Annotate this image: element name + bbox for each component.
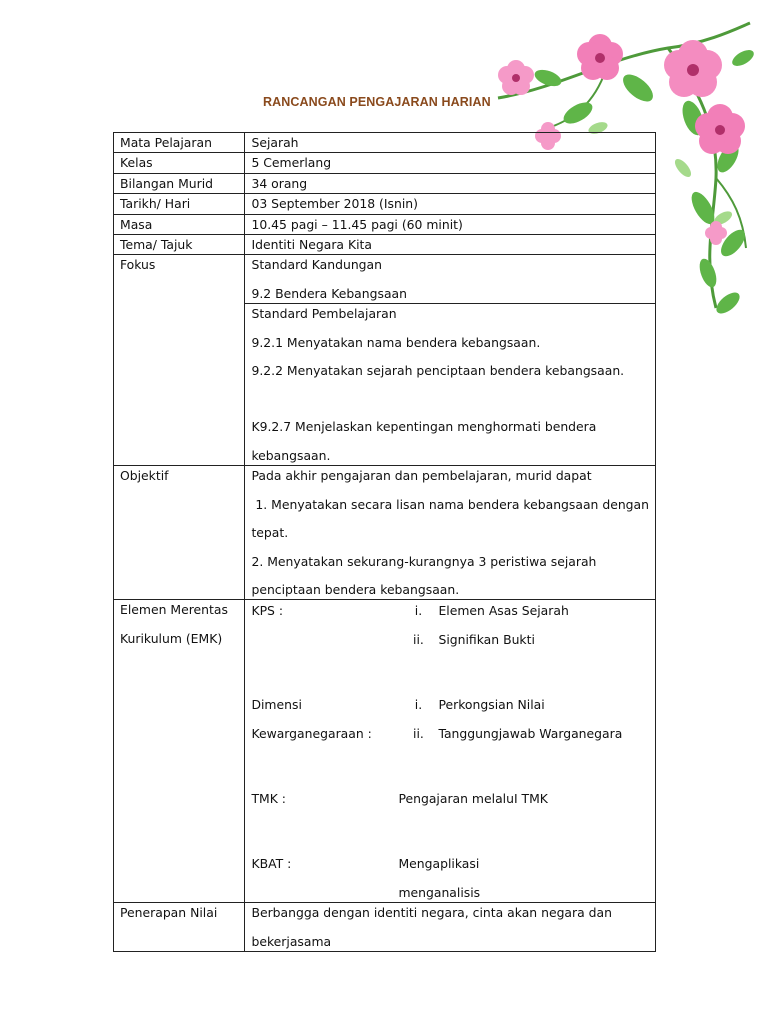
content-standard-heading: Standard Kandungan xyxy=(251,257,382,273)
learning-standard-item: 9.2.1 Menyatakan nama bendera kebangsaan. xyxy=(251,334,541,350)
kps-item: Signifikan Bukti xyxy=(438,631,535,647)
emk-label-cell xyxy=(114,600,245,903)
row-value: 5 Cemerlang xyxy=(245,153,656,173)
learning-standard-item: K9.2.7 Menjelaskan kepentingan menghormati bendera xyxy=(251,419,597,435)
row-label: Fokus xyxy=(114,255,245,466)
row-label: Kurikulum (EMK) xyxy=(120,630,223,646)
learning-standard-item: kebangsaan. xyxy=(251,447,331,463)
page-title: RANCANGAN PENGAJARAN HARIAN xyxy=(263,95,491,109)
dimensi-label: Kewarganegaraan : xyxy=(251,725,372,741)
dimensi-label: Dimensi xyxy=(251,697,302,713)
objective-line: 1. Menyatakan secara lisan nama bendera kebangsaan dengan xyxy=(251,496,649,512)
objective-line: 2. Menyatakan sekurang-kurangnya 3 peristiwa sejarah xyxy=(251,553,597,569)
row-label: Elemen Merentas xyxy=(120,602,228,618)
tmk-label: TMK : xyxy=(251,790,286,806)
table-row-time xyxy=(114,214,656,234)
table-row-emk xyxy=(114,600,656,903)
focus-cell xyxy=(245,255,656,466)
learning-standard-block xyxy=(245,304,655,465)
kps-num: i. xyxy=(414,603,423,619)
content-standard-block xyxy=(245,255,655,304)
row-label: Tarikh/ Hari xyxy=(114,194,245,214)
table-row-objective xyxy=(114,466,656,600)
row-value: 10.45 pagi – 11.45 pagi (60 minit) xyxy=(245,214,656,234)
lesson-plan-table xyxy=(113,132,656,952)
objective-line: penciptaan bendera kebangsaan. xyxy=(251,581,460,597)
objective-line: tepat. xyxy=(251,525,289,541)
row-label: Penerapan Nilai xyxy=(114,903,245,952)
table-row-values xyxy=(114,903,656,952)
table-row-focus xyxy=(114,255,656,466)
table-row-class xyxy=(114,153,656,173)
objective-cell xyxy=(245,466,656,600)
row-value: Identiti Negara Kita xyxy=(245,235,656,255)
row-value: 34 orang xyxy=(245,173,656,193)
table-row-subject xyxy=(114,133,656,153)
dimensi-item: Tanggungjawab Warganegara xyxy=(438,725,623,741)
table-row-date xyxy=(114,194,656,214)
kbat-value: Mengaplikasi xyxy=(398,856,480,872)
values-line: bekerjasama xyxy=(251,933,332,949)
dimensi-item: Perkongsian Nilai xyxy=(438,697,545,713)
tmk-value: Pengajaran melaluI TMK xyxy=(398,790,548,806)
values-line: Berbangga dengan identiti negara, cinta akan negara dan xyxy=(251,905,612,921)
row-value: Sejarah xyxy=(245,133,656,153)
learning-standard-heading: Standard Pembelajaran xyxy=(251,306,397,322)
row-label: Mata Pelajaran xyxy=(114,133,245,153)
objective-intro: Pada akhir pengajaran dan pembelajaran, murid dapat xyxy=(251,468,592,484)
row-label: Tema/ Tajuk xyxy=(114,235,245,255)
row-label: Masa xyxy=(114,214,245,234)
emk-grid xyxy=(251,600,649,902)
table-row-students xyxy=(114,173,656,193)
kps-label: KPS : xyxy=(251,603,284,619)
learning-standard-item: 9.2.2 Menyatakan sejarah penciptaan bendera kebangsaan. xyxy=(251,363,625,379)
row-label: Bilangan Murid xyxy=(114,173,245,193)
dimensi-num: i. xyxy=(414,697,423,713)
values-cell xyxy=(245,903,656,952)
kps-num: ii. xyxy=(413,631,424,647)
row-value: 03 September 2018 (Isnin) xyxy=(245,194,656,214)
emk-cell xyxy=(245,600,656,903)
row-label: Objektif xyxy=(114,466,245,600)
kps-item: Elemen Asas Sejarah xyxy=(438,603,569,619)
row-label: Kelas xyxy=(114,153,245,173)
kbat-label: KBAT : xyxy=(251,856,292,872)
table-row-theme xyxy=(114,235,656,255)
dimensi-num: ii. xyxy=(413,725,424,741)
content-standard: 9.2 Bendera Kebangsaan xyxy=(251,285,407,301)
kbat-value: menganalisis xyxy=(398,884,481,900)
